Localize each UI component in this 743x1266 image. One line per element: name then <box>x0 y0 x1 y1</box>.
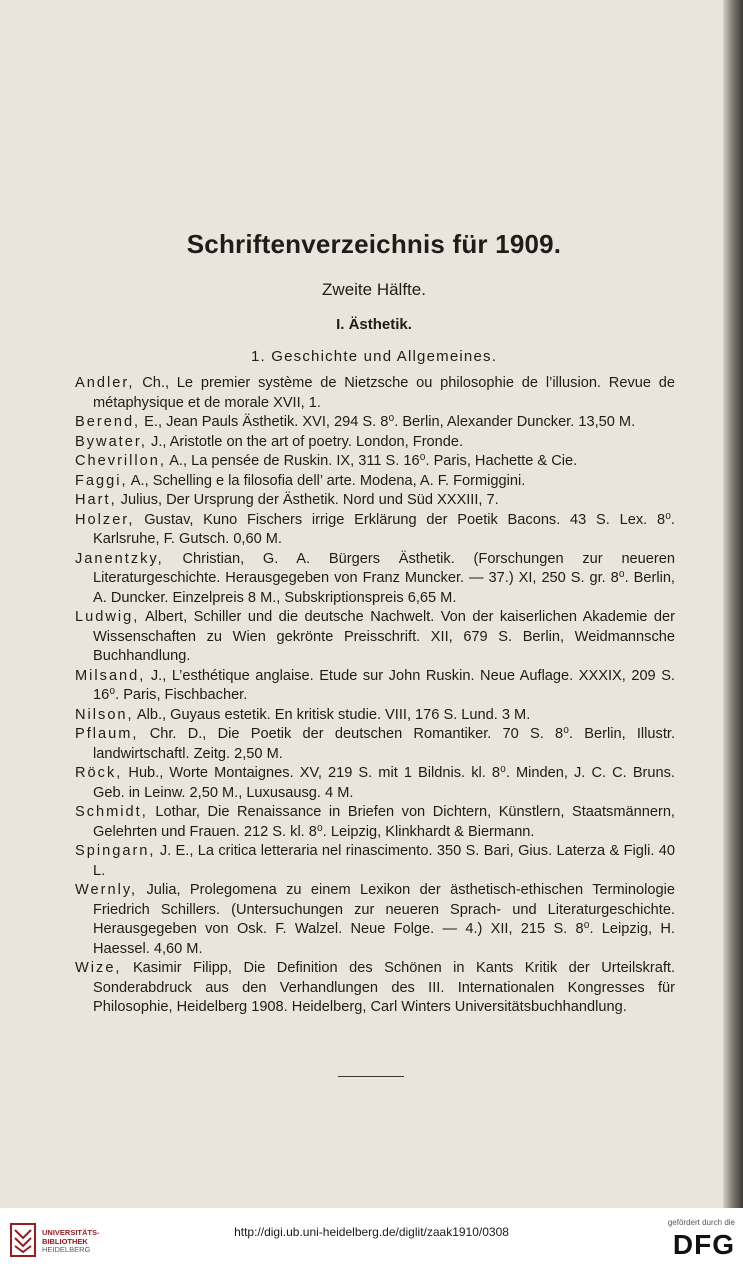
footer-bar <box>0 1208 743 1266</box>
bibliography-entry <box>75 803 675 842</box>
entry-text: Albert, Schiller und die deutsche Nachwelt. Von der kaiserlichen Akademie der Wissenschaften zu Wien gekrönte Preisschrift. XII, 679 S. Berlin, Weidmannsche Buchhandlung. <box>93 609 675 664</box>
book-spine-shadow <box>723 0 743 1208</box>
bibliography-entry <box>75 452 675 472</box>
section-heading: I. Ästhetik. <box>336 316 412 333</box>
entry-text: Julius, Der Ursprung der Ästhetik. Nord und Süd XXXIII, 7. <box>116 492 499 508</box>
bibliography-entry <box>75 842 675 881</box>
entry-text: Julia, Prolegomena zu einem Lexikon der ästhetisch-ethischen Terminologie Friedrich Schillers. (Untersuchungen zur neueren Sprach- und Literaturgeschichte. Herausgegeben von Osk. F. Walzel. Neue Folge. — 4.) XII, 215 S. 8⁰. Leipzig, H. Haessel. 4,60 M. <box>93 882 675 957</box>
subsection-heading: 1. Geschichte und Allgemeines. <box>250 348 498 365</box>
entry-author: Pflaum, <box>75 726 139 742</box>
entry-author: Spingarn, <box>75 843 156 859</box>
entry-text: Christian, G. A. Bürgers Ästhetik. (Forschungen zur neueren Literaturgeschichte. Herausgegeben von Franz Muncker. — 37.) XI, 250 S. gr. 8⁰. Berlin, A. Duncker. Einzelpreis 8 M., Subskriptionspreis 6,65 M. <box>93 550 675 606</box>
entry-author: Ludwig, <box>75 609 140 625</box>
bibliography-entry <box>75 764 675 803</box>
bibliography-entry <box>75 881 675 959</box>
entry-author: Holzer, <box>75 511 135 528</box>
entry-author: Chevrillon, <box>75 453 166 469</box>
entry-author: Bywater, <box>75 433 147 450</box>
bibliography-entry <box>75 667 675 706</box>
bibliography-entry <box>75 413 675 433</box>
library-name: UNIVERSITÄTS- BIBLIOTHEK HEIDELBERG <box>42 1228 100 1254</box>
bibliography-entry <box>75 550 675 609</box>
entry-text: J., Aristotle on the art of poetry. London, Fronde. <box>146 433 464 450</box>
entry-text: A., La pensée de Ruskin. IX, 311 S. 16⁰. Paris, Hachette & Cie. <box>165 453 578 469</box>
entry-author: Andler, <box>75 375 135 391</box>
page-title: Schriftenverzeichnis für 1909. <box>186 229 562 259</box>
entry-author: Janentzky, <box>75 550 164 567</box>
entry-author: Hart, <box>75 492 117 508</box>
entry-author: Wernly, <box>75 882 138 898</box>
closing-rule <box>338 1076 404 1077</box>
entry-author: Röck, <box>75 765 123 781</box>
entry-text: Ch., Le premier système de Nietzsche ou philosophie de l’illusion. Revue de métaphysique et de morale XVII, 1. <box>93 375 675 411</box>
entry-text: Alb., Guyaus estetik. En kritisk studie. VIII, 176 S. Lund. 3 M. <box>133 706 531 723</box>
entry-author: Faggi, <box>75 472 128 489</box>
entry-author: Berend, <box>75 414 141 430</box>
bibliography-entry <box>75 959 675 1018</box>
bibliography-entry <box>75 374 675 413</box>
entry-text: Chr. D., Die Poetik der deutschen Romantiker. 70 S. 8⁰. Berlin, Illustr. landwirtschaftl. Zeitg. 2,50 M. <box>93 726 675 762</box>
entry-author: Schmidt, <box>75 804 148 820</box>
entry-text: J., L’esthétique anglaise. Etude sur John Ruskin. Neue Auflage. XXXIX, 209 S. 16⁰. Paris, Fischbacher. <box>93 667 675 703</box>
bibliography-entry <box>75 511 675 550</box>
entry-text: J. E., La critica letteraria nel rinascimento. 350 S. Bari, Gius. Laterza & Figli. 40 L. <box>93 843 675 879</box>
bibliography-entry <box>75 608 675 667</box>
bibliography-entry <box>75 433 675 453</box>
entry-text: E., Jean Pauls Ästhetik. XVI, 294 S. 8⁰. Berlin, Alexander Duncker. 13,50 M. <box>140 414 636 430</box>
funder-label: gefördert durch die <box>667 1218 735 1227</box>
entry-text: Kasimir Filipp, Die Definition des Schönen in Kants Kritik der Urteilskraft. Sonderabdruck aus den Verhandlungen des III. Internationalen Kongresses für Philosophie, Heidelberg 1908. Heidelberg, Carl Winters Universitätsbuchhandlung. <box>93 960 675 1015</box>
entry-text: A., Schelling e la filosofia dell’ arte. Modena, A. F. Formiggini. <box>127 472 526 489</box>
entry-author: Milsand, <box>75 667 146 684</box>
dfg-logo[interactable]: DFG <box>672 1229 735 1260</box>
entry-text: Lothar, Die Renaissance in Briefen von Dichtern, Künstlern, Staatsmännern, Gelehrten und Frauen. 212 S. kl. 8⁰. Leipzig, Klinkhardt & Biermann. <box>93 804 675 840</box>
page-subtitle: Zweite Hälfte. <box>322 280 426 299</box>
entry-author: Wize, <box>75 960 122 976</box>
entry-author: Nilson, <box>75 706 134 723</box>
bibliography-entry <box>75 725 675 764</box>
entry-text: Hub., Worte Montaignes. XV, 219 S. mit 1 Bildnis. kl. 8⁰. Minden, J. C. C. Bruns. Geb. in Leinw. 2,50 M., Luxusausg. 4 M. <box>93 765 675 801</box>
bibliography-entry <box>75 472 675 492</box>
bibliography-list <box>75 374 675 1018</box>
bibliography-entry <box>75 706 675 726</box>
page-url-link[interactable]: http://digi.ub.uni-heidelberg.de/diglit/zaak1910/0308 <box>234 1225 509 1239</box>
bibliography-entry <box>75 491 675 511</box>
entry-text: Gustav, Kuno Fischers irrige Erklärung der Poetik Bacons. 43 S. Lex. 8⁰. Karlsruhe, F. Gutsch. 0,60 M. <box>93 511 675 547</box>
